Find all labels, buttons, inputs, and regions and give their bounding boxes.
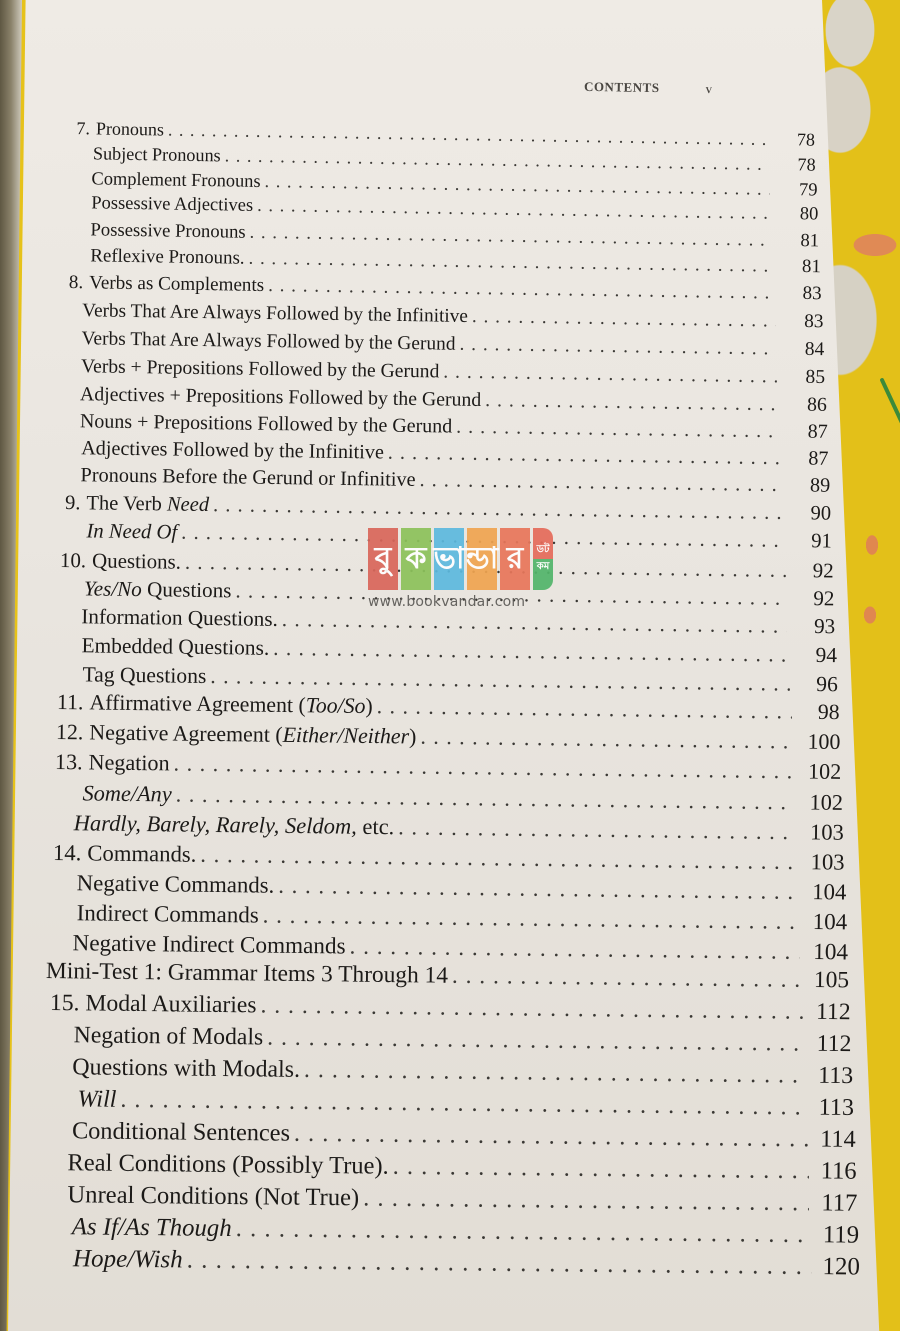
toc-entry-page-number: 114 <box>819 1125 856 1153</box>
toc-entry-page-number: 92 <box>813 586 835 611</box>
dot-leader <box>213 494 783 525</box>
toc-entry-page-number: 112 <box>817 1030 853 1058</box>
toc-entry-title <box>82 604 279 632</box>
toc-entry-page-number: 112 <box>816 998 851 1026</box>
dot-leader <box>257 196 770 225</box>
toc-entry-title <box>87 520 178 544</box>
toc-entry-page-number: 117 <box>821 1189 858 1217</box>
toc-entry-title-text: Affirmative Agreement ( <box>88 690 306 718</box>
watermark-url: www.bookvandar.com <box>368 594 526 610</box>
toc-entry-title-text: Adjectives + Prepositions Followed by the Gerund <box>79 383 481 411</box>
toc-entry-page-number: 113 <box>818 1094 855 1122</box>
toc-entry-page-number: 92 <box>812 558 834 583</box>
toc-entry-number: 10. <box>59 548 87 573</box>
dot-leader <box>471 306 775 333</box>
toc-entry-page-number: 104 <box>813 939 849 966</box>
toc-entry-title-text: Subject Pronouns <box>93 143 222 166</box>
watermark-badge-text: কম <box>536 561 550 572</box>
toc-entry-title <box>82 780 171 807</box>
toc-entry-title-text: Indirect Commands <box>76 900 259 928</box>
toc-entry-title-text: Possessive Adjectives <box>91 193 254 216</box>
toc-entry-title-text: Commands. <box>87 840 197 867</box>
dot-leader <box>268 275 774 304</box>
toc-entry-page-number: 119 <box>822 1221 859 1249</box>
dot-leader <box>388 442 781 471</box>
toc-entry-page-number: 104 <box>811 879 847 905</box>
toc-entry-title-italic: Need <box>166 493 210 517</box>
watermark-badge-text: ডট <box>536 544 550 555</box>
toc-entry-title-italic: Will <box>77 1086 117 1113</box>
toc-entry-title <box>80 410 453 438</box>
dot-leader <box>443 361 777 388</box>
toc-entry-page-number: 86 <box>806 393 827 416</box>
toc-entry-number: 7. <box>76 118 91 139</box>
toc-entry-title <box>46 958 448 990</box>
toc-entry-title-text: Questions with Modals. <box>72 1054 300 1083</box>
dot-leader <box>456 416 780 444</box>
toc-entry-page-number: 80 <box>799 204 819 225</box>
dot-leader <box>261 992 803 1025</box>
toc-entry-number: 11. <box>56 690 84 715</box>
dot-leader <box>264 171 769 200</box>
dot-leader <box>419 469 782 497</box>
dot-leader <box>175 782 795 816</box>
toc-entry-title <box>96 118 164 140</box>
toc-entry-title-text: Pronouns <box>95 118 165 140</box>
dot-leader <box>420 724 792 755</box>
toc-entry-title-text: Verbs as Complements <box>89 272 265 296</box>
toc-entry-number: 14. <box>53 840 82 866</box>
toc-entry-title-italic: As If/As Though <box>71 1213 232 1242</box>
dot-leader <box>398 814 796 845</box>
toc-entry-page-number: 85 <box>805 366 826 389</box>
watermark-logo-tile: বু <box>368 528 398 590</box>
toc-entry-page-number: 116 <box>820 1157 857 1185</box>
dot-leader <box>293 1120 807 1154</box>
toc-entry-title-text: Unreal Conditions (Not True) <box>67 1181 360 1212</box>
dot-leader <box>263 903 800 935</box>
toc-entry-title-text: Adjectives Followed by the Infinitive <box>81 437 385 464</box>
toc-entry-title <box>74 810 395 840</box>
toc-entry-page-number: 100 <box>807 728 841 754</box>
dot-leader <box>248 248 773 278</box>
toc-entry-title-text: Nouns + Prepositions Followed by the Gerund <box>79 410 453 438</box>
toc-entry-page-number: 91 <box>811 530 833 553</box>
watermark <box>368 528 578 618</box>
toc-entry-title <box>93 143 221 166</box>
toc-entry-title-text: Possessive Pronouns <box>90 219 247 243</box>
toc-entry-title <box>77 900 259 928</box>
toc-entry-page-number: 94 <box>815 642 838 668</box>
toc-entry-title-text: Negative Agreement ( <box>89 719 283 747</box>
toc-entry-title-text: Negative Commands. <box>76 870 275 898</box>
toc-entry-page-number: 120 <box>822 1253 861 1281</box>
toc-entry-page-number: 83 <box>803 310 824 333</box>
toc-entry-title <box>89 749 170 776</box>
toc-entry-title-text: Embedded Questions. <box>81 633 270 660</box>
toc-entry-title-text: Information Questions. <box>81 604 279 631</box>
dot-leader <box>201 842 798 875</box>
toc-entry-page-number: 81 <box>800 230 820 252</box>
toc-entry-page-number: 87 <box>807 420 828 443</box>
toc-entry <box>54 810 844 846</box>
toc-entry-title <box>91 219 247 243</box>
toc-entry-title <box>89 719 416 749</box>
toc-entry-title <box>88 840 197 867</box>
toc-entry-title <box>83 662 207 689</box>
toc-entry-number: 9. <box>64 492 81 515</box>
toc-entry-page-number: 90 <box>810 502 832 525</box>
toc-entry <box>65 328 825 361</box>
toc-entry-title-text: Mini-Test 1: Grammar Items 3 Through 14 <box>46 958 449 989</box>
toc-entry-title <box>91 168 260 192</box>
dot-leader <box>452 963 801 994</box>
toc-entry <box>66 272 822 305</box>
toc-entry <box>46 1181 858 1218</box>
toc-entry-page-number: 89 <box>809 474 831 497</box>
toc-entry-title <box>73 930 346 960</box>
toc-entry <box>61 492 831 526</box>
toc-entry-number: 13. <box>55 749 84 775</box>
toc-entry <box>50 990 851 1026</box>
toc-entry-title-text: Verbs + Prepositions Followed by the Gerund <box>81 356 440 383</box>
dot-leader <box>235 1215 811 1249</box>
toc-entry-title <box>71 1213 231 1243</box>
toc-entry-title-text: Reflexive Pronouns. <box>89 245 245 269</box>
watermark-logo-tile: র <box>500 528 530 590</box>
dot-leader <box>376 694 791 724</box>
toc-entry <box>47 1117 855 1154</box>
toc-entry-page-number: 113 <box>817 1062 854 1090</box>
toc-entry-title-text: Real Conditions (Possibly True). <box>67 1149 389 1180</box>
toc-entry-title-italic: Either/Neither <box>282 721 410 749</box>
toc-entry <box>53 840 845 876</box>
toc-entry-title <box>79 383 481 412</box>
toc-entry-title <box>91 193 253 216</box>
toc-entry-title-text: Questions. <box>91 548 181 574</box>
toc-entry-title-italic: Hardly, Barely, Rarely, Seldom, <box>73 810 357 839</box>
dot-leader <box>278 873 798 905</box>
toc-entry-title-text: Modal Auxiliaries <box>85 990 257 1019</box>
dot-leader <box>273 636 789 668</box>
toc-entry-title-italic: Too/So <box>305 693 366 718</box>
toc-entry-title <box>81 356 440 383</box>
dot-leader <box>174 750 794 784</box>
toc-entry-page-number: 78 <box>796 129 816 150</box>
watermark-logo-tile: ক <box>401 528 431 590</box>
toc-entry-title-text: ) <box>364 693 373 719</box>
toc-entry-page-number: 105 <box>814 966 850 994</box>
dot-leader <box>304 1057 805 1090</box>
toc-entry-title <box>84 576 232 603</box>
toc-entry-page-number: 103 <box>809 819 844 845</box>
toc-entry-title-italic: In Need Of <box>86 520 178 544</box>
toc-entry-title-text: Verbs That Are Always Followed by the Gerund <box>81 328 456 355</box>
toc-entry <box>45 1245 860 1282</box>
toc-entry-title <box>81 633 269 660</box>
watermark-logo-badge <box>533 528 553 590</box>
toc-entry-title-text: Complement Fronouns <box>91 168 261 191</box>
toc-entry-title <box>67 1149 389 1180</box>
toc-entry-title <box>72 1054 300 1084</box>
dot-leader <box>187 1246 813 1281</box>
dot-leader <box>268 1024 804 1057</box>
toc-entry-title-text: Tag Questions <box>82 662 207 688</box>
watermark-logo-tile: ভা <box>434 528 464 590</box>
toc-entry-title <box>85 990 256 1019</box>
toc-entry-title-italic: Yes/No <box>83 576 143 602</box>
toc-entry-page-number: 103 <box>810 849 846 875</box>
toc-entry-title <box>74 1022 264 1051</box>
toc-entry <box>55 749 842 785</box>
toc-entry-page-number: 98 <box>817 699 840 725</box>
toc-entry-title <box>81 328 455 355</box>
toc-entry <box>48 1086 854 1122</box>
toc-entry-title <box>86 492 209 517</box>
toc-entry-title <box>81 437 384 464</box>
toc-entry-page-number: 84 <box>804 338 825 361</box>
dot-leader <box>459 334 776 361</box>
toc-entry-title <box>76 870 274 898</box>
dot-leader <box>350 934 801 966</box>
dot-leader <box>225 145 768 174</box>
toc-entry-title-text: ) <box>408 723 417 749</box>
toc-entry-number: 15. <box>49 990 80 1017</box>
toc-entry-page-number: 102 <box>809 789 843 815</box>
toc-entry-page-number: 104 <box>812 909 848 935</box>
toc-entry-page-number: 102 <box>808 758 842 784</box>
dot-leader <box>210 664 790 697</box>
toc-entry <box>47 1149 857 1186</box>
toc-entry <box>49 1022 852 1058</box>
toc-entry-title-text: The Verb <box>86 492 168 516</box>
toc-entry-title-text: Conditional Sentences <box>71 1117 290 1147</box>
page-folio: v <box>705 81 713 97</box>
toc-entry <box>52 900 848 935</box>
toc-entry-title-text: Negative Indirect Commands <box>72 930 347 960</box>
toc-entry-page-number: 81 <box>801 256 821 278</box>
toc-entry-title <box>92 548 181 574</box>
toc-entry-title-text: etc. <box>356 813 395 840</box>
toc-entry-number: 12. <box>55 719 84 745</box>
toc-entry-page-number: 87 <box>808 447 829 470</box>
toc-entry-title <box>89 690 373 719</box>
toc-entry-title-text: Verbs That Are Always Followed by the Infinitive <box>81 300 468 327</box>
toc-entry-title-text: Pronouns Before the Gerund or Infinitive <box>80 464 416 491</box>
toc-entry-title-text: Negation of Modals <box>74 1022 264 1051</box>
toc-entry-title <box>73 1245 183 1274</box>
dot-leader <box>250 222 772 252</box>
toc-entry-title-italic: Some/Any <box>82 780 172 807</box>
dot-leader <box>363 1184 809 1217</box>
toc-entry-title-text: Questions <box>141 577 232 603</box>
watermark-logo-tile: ন্ডা <box>467 528 497 590</box>
toc-entry-page-number: 93 <box>814 614 836 639</box>
toc-entry-number: 8. <box>68 272 84 294</box>
toc-entry-page-number: 79 <box>798 179 818 200</box>
dot-leader <box>120 1087 806 1122</box>
dot-leader <box>393 1153 809 1185</box>
toc-entry-title <box>71 1117 289 1147</box>
toc-entry-title <box>89 272 264 297</box>
toc-entry <box>53 870 847 906</box>
dot-leader <box>485 389 779 416</box>
running-head-title: CONTENTS <box>583 78 660 96</box>
toc-entry-title <box>82 300 468 328</box>
toc-entry-title <box>90 245 245 269</box>
toc-entry <box>65 300 823 333</box>
toc-entry-page-number: 83 <box>802 282 822 305</box>
toc-entry-page-number: 96 <box>816 671 839 697</box>
toc-entry <box>49 1054 853 1090</box>
toc-entry-title <box>68 1181 360 1212</box>
toc-entry-title <box>78 1086 117 1113</box>
toc-entry-title-text: Negation <box>88 749 171 776</box>
toc-entry <box>45 1213 858 1250</box>
toc-entry-page-number: 78 <box>797 154 817 175</box>
watermark-logo <box>368 528 578 590</box>
toc-entry-title-italic: Hope/Wish <box>72 1245 183 1274</box>
toc-entry-title <box>80 464 415 492</box>
